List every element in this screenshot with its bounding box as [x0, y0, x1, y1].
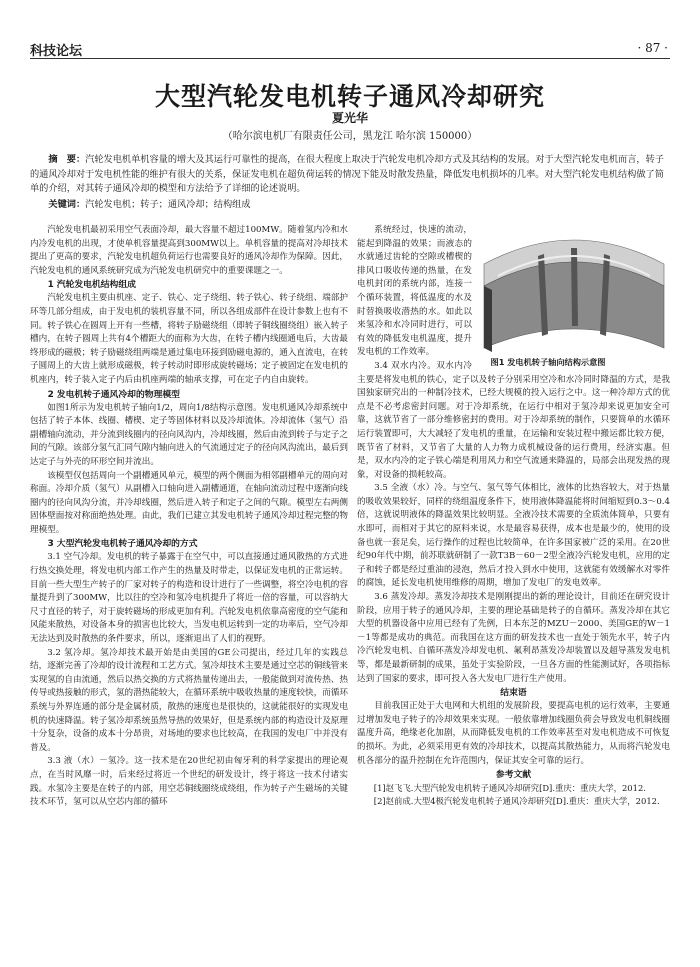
author: 夏光华: [331, 111, 368, 125]
body-paragraph: 系统经过，快速的流动，能起到降温的效果；而液态的水就通过齿轮的空隙或槽楔的排风口吸收传递的热量，在发电机封闭的系统内部，连接一个循环装置，将低温度的水及时替换吸收潜热的水。如此以来氢冷和水冷同时进行，可以有效的降低发电机温度，提升发电机的工作效率。: [357, 225, 472, 358]
abstract-text: 汽轮发电机单机容量的增大及其运行可靠性的提高，在很大程度上取决于汽轮发电机冷却方式及其结构的发展。对于大型汽轮发电机而言，转子的通风冷却对于发电机性能的维护有很大的关系，保证发电机在超负荷运转的情况下能及时散发热量，降低发电机损坏的几率。对大型汽轮发电机结构做了简单的介绍，对其转子通风冷却的模型和方法给予了详细的论述说明。: [30, 154, 664, 194]
body-paragraph: 3.2 氢冷却。氢冷却技术最开始是由美国的GE公司提出，经过几年的实践总结，逐渐完善了冷却的设计流程和工艺方式。氢冷却技术主要是通过空芯的铜线管来实现氢的自由流通，然后以热交换的方式将热量传递出去，一般能做到对流传热、热传导或热接触的形式，氢的潜热能较大，在循环系统中吸收热量的速度较快，而循环系统与外界连通的部分是金属材质，散热的速度也是很快的，这就能很好的实现发电机的快速降温。转子氢冷却系统虽然导热的效果好，但是系统内部的构造设计及原理十分复杂，设备的成本十分昂贵，对场地的要求也比较高，在我国的发电厂中并没有普及。: [30, 647, 348, 753]
body-paragraph: 3.3 液（水）－氢冷。这一技术是在20世纪初由匈牙利的科学家提出的理论观点，在当时风靡一时，后来经过将近一个世纪的研发设计，终于将这一技术付诸实践。水氢冷主要是在转子的内部，用空芯铜线圈绕成绕组，作为转子产生磁场的关键技术环节，氢可以从空芯内部的循环: [30, 756, 348, 808]
reference-item: [2]赵前成.大型4极汽轮发电机转子通风冷却研究[D].重庆：重庆大学，2012.: [373, 796, 660, 807]
body-paragraph: 该模型仅包括周向一个副槽通风单元，模型的两个侧面为相邻副槽单元的周向对称面。冷却介质（氢气）从副槽入口轴向进入副槽通道，在轴向流动过程中逐渐向线圈内的径向风沟分流，并冷却线圈，然后进入转子和定子之间的气隙。模型左右两侧固体壁面按对称面绝热处理。由此，我们已建立其发电机转子通风冷却过程完整的物理模型。: [30, 470, 348, 535]
figure-1: [478, 224, 670, 366]
body-paragraph: 3.6 蒸发冷却。蒸发冷却技术是刚刚提出的新的理论设计，目前还在研究设计阶段，应用于转子的通风冷却，主要的理论基础是转子的自循环。蒸发冷却在其它大型的机器设备中应用已经有了先例，日本东芝的MZU－2000、美国GE的W－1－1等都是成功的典范。而我国在这方面的研发技术也一直处于领先水平，转子内冷汽轮发电机、自循环蒸发冷却发电机、氟利昂蒸发冷却装置以及超导蒸发发电机等，都是最新研制的成果，虽处于实验阶段，一旦各方面的性能测试好，各项指标达到了国家的要求，即可投入各大发电厂进行生产使用。: [357, 592, 670, 684]
body-paragraph: 3.5 全液（水）冷。与空气、氢气等气体相比，液体的比热容较大，对于热量的吸收效果较好，同样的绕组温度条件下，使用液体降温能将时间缩短到0.3～0.4倍，这就说明液体的降温效果比较明显。全液冷技术需要的全质流体简单，只要有水即可，而相对于其它的原料来说，水是最容易获得，成本也是最少的，使用的设备也就一套足矣，运行操作的过程也比较简单，在许多国家被广泛的采用。在20世纪90年代中期，前苏联就研制了一款T3B－60－2型全液冷汽轮发电机，应用的定子和转子都是经过重油的浸泡，然后才投入到水中使用，这就能有效缓解水对零件的腐蚀，延长发电机使用维修的周期，增加了发电厂的发电效率。: [357, 483, 670, 589]
abstract: [30, 153, 670, 197]
figure-caption: 图1 发电机转子轴向结构示意图: [490, 357, 606, 367]
page-number: · 87 ·: [637, 41, 668, 55]
affiliation: （哈尔滨电机厂有限责任公司，黑龙江 哈尔滨 150000）: [222, 131, 478, 142]
rotor-end-face: [484, 286, 492, 352]
abstract-label: 摘 要：: [48, 154, 86, 165]
rotor-sector-diagram-icon: [478, 224, 670, 354]
conclusion-heading: 结束语: [500, 688, 527, 699]
paper-title: 大型汽轮发电机转子通风冷却研究: [154, 82, 545, 111]
section-heading-2: 2 发电机转子通风冷却的物理模型: [47, 389, 180, 400]
conclusion-paragraph: 目前我国正处于大电网和大机组的发展阶段，要提高电机的运行效率，主要通过增加发电子转子的冷却效果来实现。一般依靠增加线圈负荷会导致发电机铜线圈温度升高，绝缘老化加剧，从而降低发电机的工作效率甚至对发电机造成不可恢复的损坏。为此，必须采用更有效的冷却技术，以提高其散热能力，从而将汽轮发电机各部分的温升控制在允许范围内，保证其安全可靠的运行。: [357, 701, 670, 766]
section-heading-1: 1 汽轮发电机结构组成: [47, 280, 136, 291]
body-paragraph: 3.4 双水内冷。双水内冷主要是将发电机的铁心，定子以及转子分别采用空冷和水冷同时降温的方式，是我国独家研究出的一种制冷技术，已经大规模的投入运行之中。这一种冷却方式的优点是不必考虑密封问题。对于冷却系统，在运行中相对于氢冷却来说更加安全可靠，这就节省了一部分维修密封的费用。对于冷却系统的制作，只要简单的水循环运行装置即可，大大减轻了发电机的重量，在运输和安装过程中搬运都比较方便，既节省了材料，又节省了大量的人力物力成机械设备的运行费用，经济实惠。但是，双水内冷的定子铁心端是利用风力和空气流通来降温的，局部会出现发热的现象，对设备的损耗较高。: [357, 360, 670, 480]
keywords-text: 汽轮发电机；转子；通风冷却；结构组成: [85, 199, 251, 210]
keywords-label: 关键词：: [48, 199, 86, 210]
reference-item: [1]赵飞飞.大型汽轮发电机转子通风冷却研究[D].重庆：重庆大学，2012.: [373, 783, 646, 794]
body-paragraph: 如图1所示为发电机转子轴向1/2，周向1/8结构示意图。发电机通风冷却系统中包括了转子本体、线圈、槽楔、定子等固体材料以及冷却流体。冷却流体（氢气）沿副槽轴向流动，并分流到线圈内的径向风沟内，冷却线圈，然后由流到转子与定子之间的气隙。该部分氢气汇同气隙内轴向进入的气流通过定子的径向风沟流出，最后到达定子与外壳的环形空间并流出。: [30, 402, 348, 467]
left-column: [30, 224, 348, 810]
rotor-slot: [571, 248, 578, 326]
intro-paragraph: 汽轮发电机最初采用空气表面冷却，最大容量不超过100MW。随着氢内冷和水内冷发电机的出现，才使单机容量提高到300MW以上。单机容量的提高对冷却技术提出了更高的要求，汽轮发电机超负荷运行也需要良好的通风冷却作为保障。因此，汽轮发电机的通风系统研究成为汽轮发电机研究中的重要课题之一。: [30, 225, 348, 276]
keywords: [30, 196, 670, 210]
body-paragraph: 汽轮发电机主要由机座、定子、铁心、定子绕组、转子铁心、转子绕组、端部护环等几部分组成，由于发电机的装机容量不同，所以各组成部件在设计参数上也有不同。转子铁心在圆周上开有一些槽，将转子励磁绕组（即转子铜线圈绕组）嵌入转子槽内，在转子圆周上共有4个槽距大的面称为大齿，在转子槽内线圈通电后，大齿最终形成的磁极；转子励磁绕组两端是通过集电环接到励磁电源的，通入直流电，在转子圆周上的大齿上就形成磁极，转子转动时即形成旋转磁场；定子被固定在发电机的机座内，转子装入定子内后由机座两端的轴承支撑，可在定子内自由旋转。: [30, 293, 348, 385]
header-rule: [30, 58, 670, 59]
body-paragraph: 3.1 空气冷却。发电机的转子暴露于在空气中，可以直接通过通风散热的方式进行热交换处理，将发电机内部工作产生的热量及时带走，以保证发电机的正常运转。目前一些大型生产转子的厂家对转子的构造和设计进行了一些调整，将空冷电机的容量提升到了300MW，比以往的空冷和氢冷电机提升了将近一倍的容量，可以容纳大尺寸直径的转子，对于旋转磁场的形成更加有利。汽轮发电机依靠高密度的空气能和风能来散热，对设备本身的损害也比较大，当发电机运转到一定的功率后，空气冷却无法达到及时散热的条件要求，所以，逐渐退出了人们的视野。: [30, 552, 348, 645]
right-column: [357, 224, 670, 808]
references-heading: 参考文献: [495, 770, 532, 781]
journal-section: 科技论坛: [30, 44, 83, 59]
section-heading-3: 3 大型汽轮发电机转子通风冷却的方式: [47, 539, 198, 550]
